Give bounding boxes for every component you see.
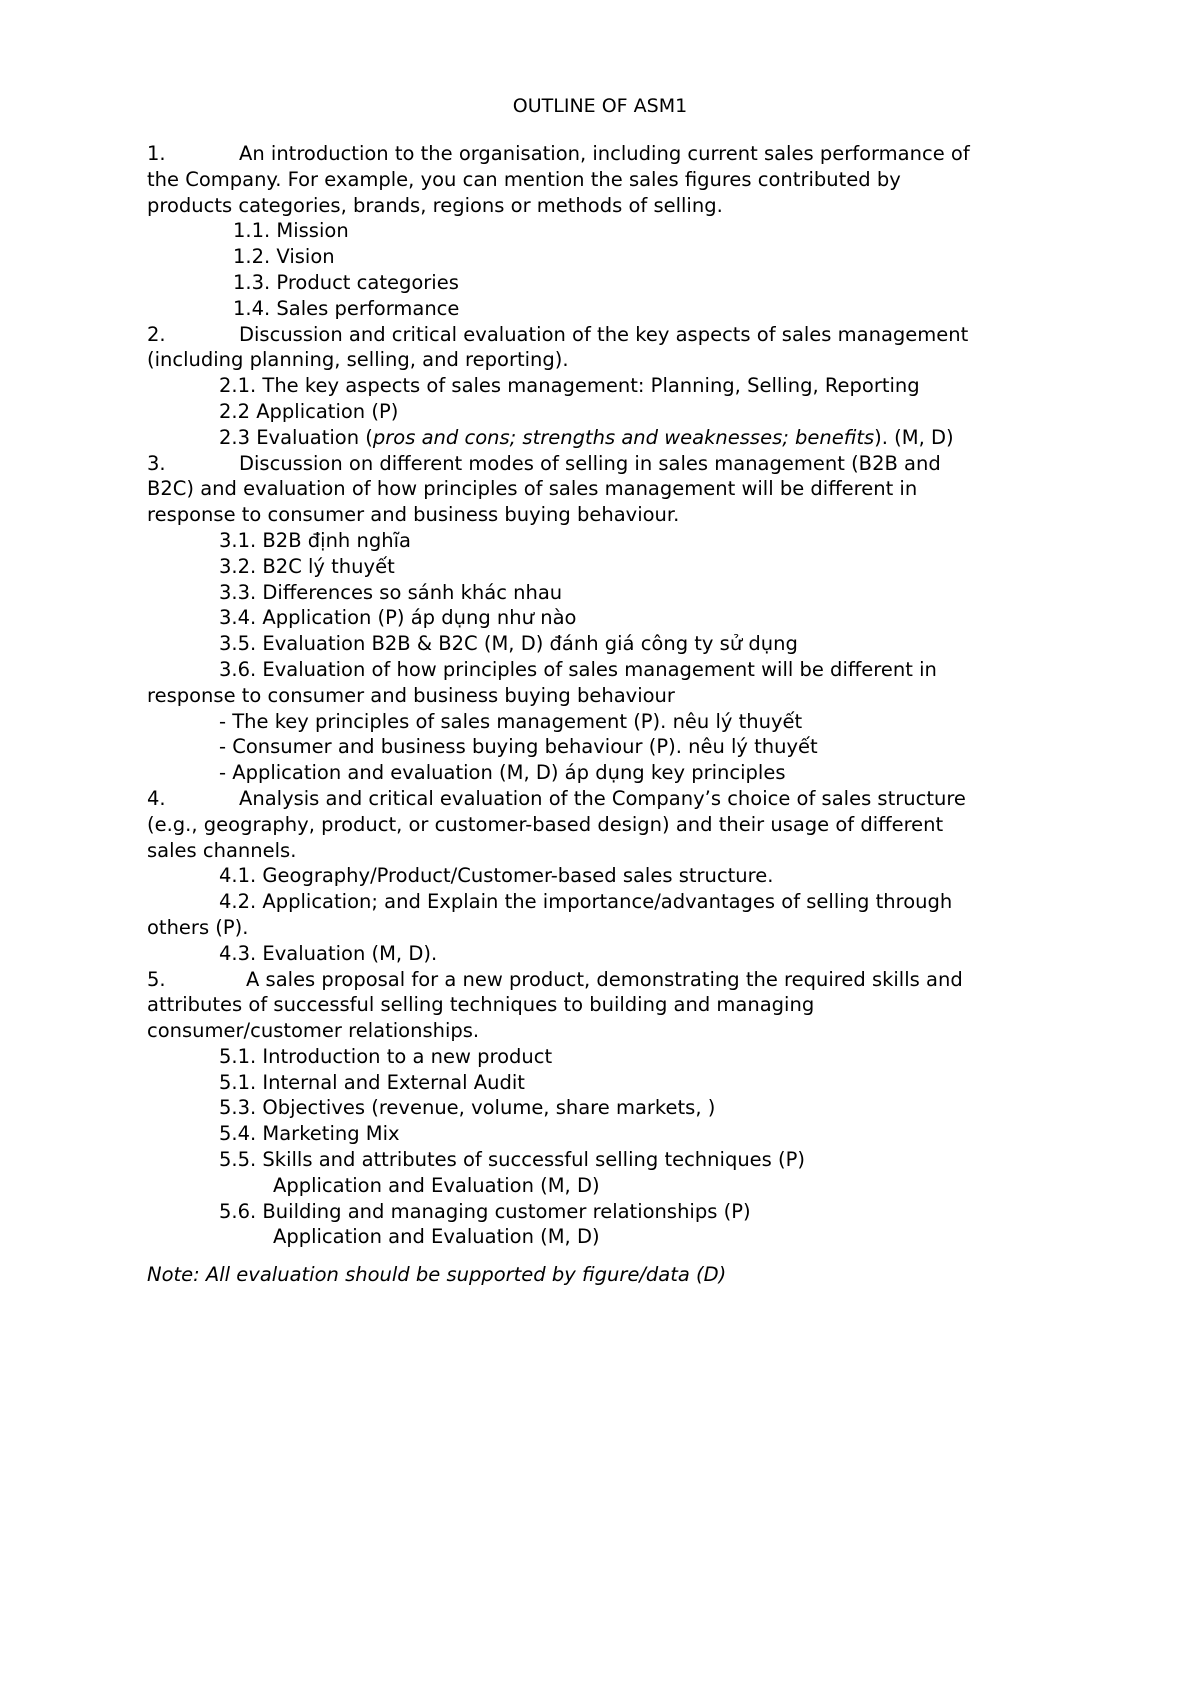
list-item: 3.6. Evaluation of how principles of sales management will be different in [219,657,937,681]
list-item: 1.1. Mission [233,219,349,243]
footnote: Note: All evaluation should be supported by figure/data (D) [147,1263,727,1287]
heading-text: (e.g., geography, product, or customer-based design) and their usage of different [147,812,944,836]
heading-text: sales channels. [147,838,297,862]
section-3 [147,451,1087,786]
list-item: 2.2 Application (P) [219,399,399,423]
heading-text: attributes of successful selling techniques to building and managing [147,993,815,1017]
section-number: 5. [147,967,166,991]
section-heading [147,967,1087,993]
list-item: 3.1. B2B định nghĩa [219,528,411,552]
sub-list-item: - Application and evaluation (M, D) áp dụng key principles [219,761,786,785]
outline-content [147,141,1087,1288]
section-5 [147,967,1087,1251]
list-item: 5.6. Building and managing customer relationships (P) [219,1199,751,1223]
list-item: 5.1. Introduction to a new product [219,1044,553,1068]
heading-text: response to consumer and business buying behaviour. [147,503,680,527]
sub-list-item: Application and Evaluation (M, D) [273,1225,600,1249]
section-heading [147,786,1087,812]
heading-text: consumer/customer relationships. [147,1019,480,1043]
list-item: 5.1. Internal and External Audit [219,1070,525,1094]
list-item: 4.1. Geography/Product/Customer-based sales structure. [219,864,774,888]
heading-text: An introduction to the organisation, including current sales performance of [239,142,970,165]
list-item: 3.2. B2C lý thuyết [219,554,395,578]
list-item: 1.4. Sales performance [233,296,460,320]
list-item: 1.3. Product categories [233,270,459,294]
list-item: 3.5. Evaluation B2B & B2C (M, D) đánh giá công ty sử dụng [219,632,798,656]
heading-text: A sales proposal for a new product, demonstrating the required skills and [246,967,963,991]
heading-text: B2C) and evaluation of how principles of sales management will be different in [147,477,918,501]
sub-list-item: - Consumer and business buying behaviour (P). nêu lý thuyết [219,735,818,759]
list-item: 5.5. Skills and attributes of successful selling techniques (P) [219,1148,806,1172]
heading-text: Discussion and critical evaluation of the key aspects of sales management [239,322,969,346]
section-2 [147,322,1087,451]
list-item: 2.1. The key aspects of sales management: Planning, Selling, Reporting [219,374,920,398]
heading-text: Analysis and critical evaluation of the Company’s choice of sales structure [239,786,966,810]
section-heading [147,141,1087,167]
heading-text: Discussion on different modes of selling in sales management (B2B and [239,451,941,475]
document-title: OUTLINE OF ASM1 [512,95,688,117]
heading-text: products categories, brands, regions or methods of selling. [147,193,723,217]
list-item: 1.2. Vision [233,245,335,269]
item-suffix: ). (M, D) [874,425,954,449]
list-item: 4.2. Application; and Explain the importance/advantages of selling through [219,890,953,914]
list-item: 3.4. Application (P) áp dụng như nào [219,606,577,630]
section-number: 2. [147,322,166,346]
section-heading [147,322,1087,348]
heading-text: the Company. For example, you can mention the sales figures contributed by [147,167,901,191]
list-item: 4.3. Evaluation (M, D). [219,941,438,965]
list-item: 3.3. Differences so sánh khác nhau [219,580,563,604]
section-number: 3. [147,451,166,475]
section-4 [147,786,1087,967]
item-prefix: 2.3 Evaluation ( [219,425,373,449]
item-italic-text: pros and cons; strengths and weaknesses; benefits [372,425,875,449]
section-number: 1. [147,142,166,165]
heading-text: (including planning, selling, and reporting). [147,348,569,372]
section-number: 4. [147,786,166,810]
section-heading [147,451,1087,477]
sub-list-item: Application and Evaluation (M, D) [273,1173,600,1197]
section-1 [147,141,1087,322]
list-item: 5.3. Objectives (revenue, volume, share markets, ) [219,1096,716,1120]
sub-list-item: - The key principles of sales management (P). nêu lý thuyết [219,709,803,733]
list-item-continuation: response to consumer and business buying behaviour [147,683,675,707]
list-item [147,425,1087,451]
list-item-continuation: others (P). [147,915,249,939]
list-item: 5.4. Marketing Mix [219,1122,400,1146]
